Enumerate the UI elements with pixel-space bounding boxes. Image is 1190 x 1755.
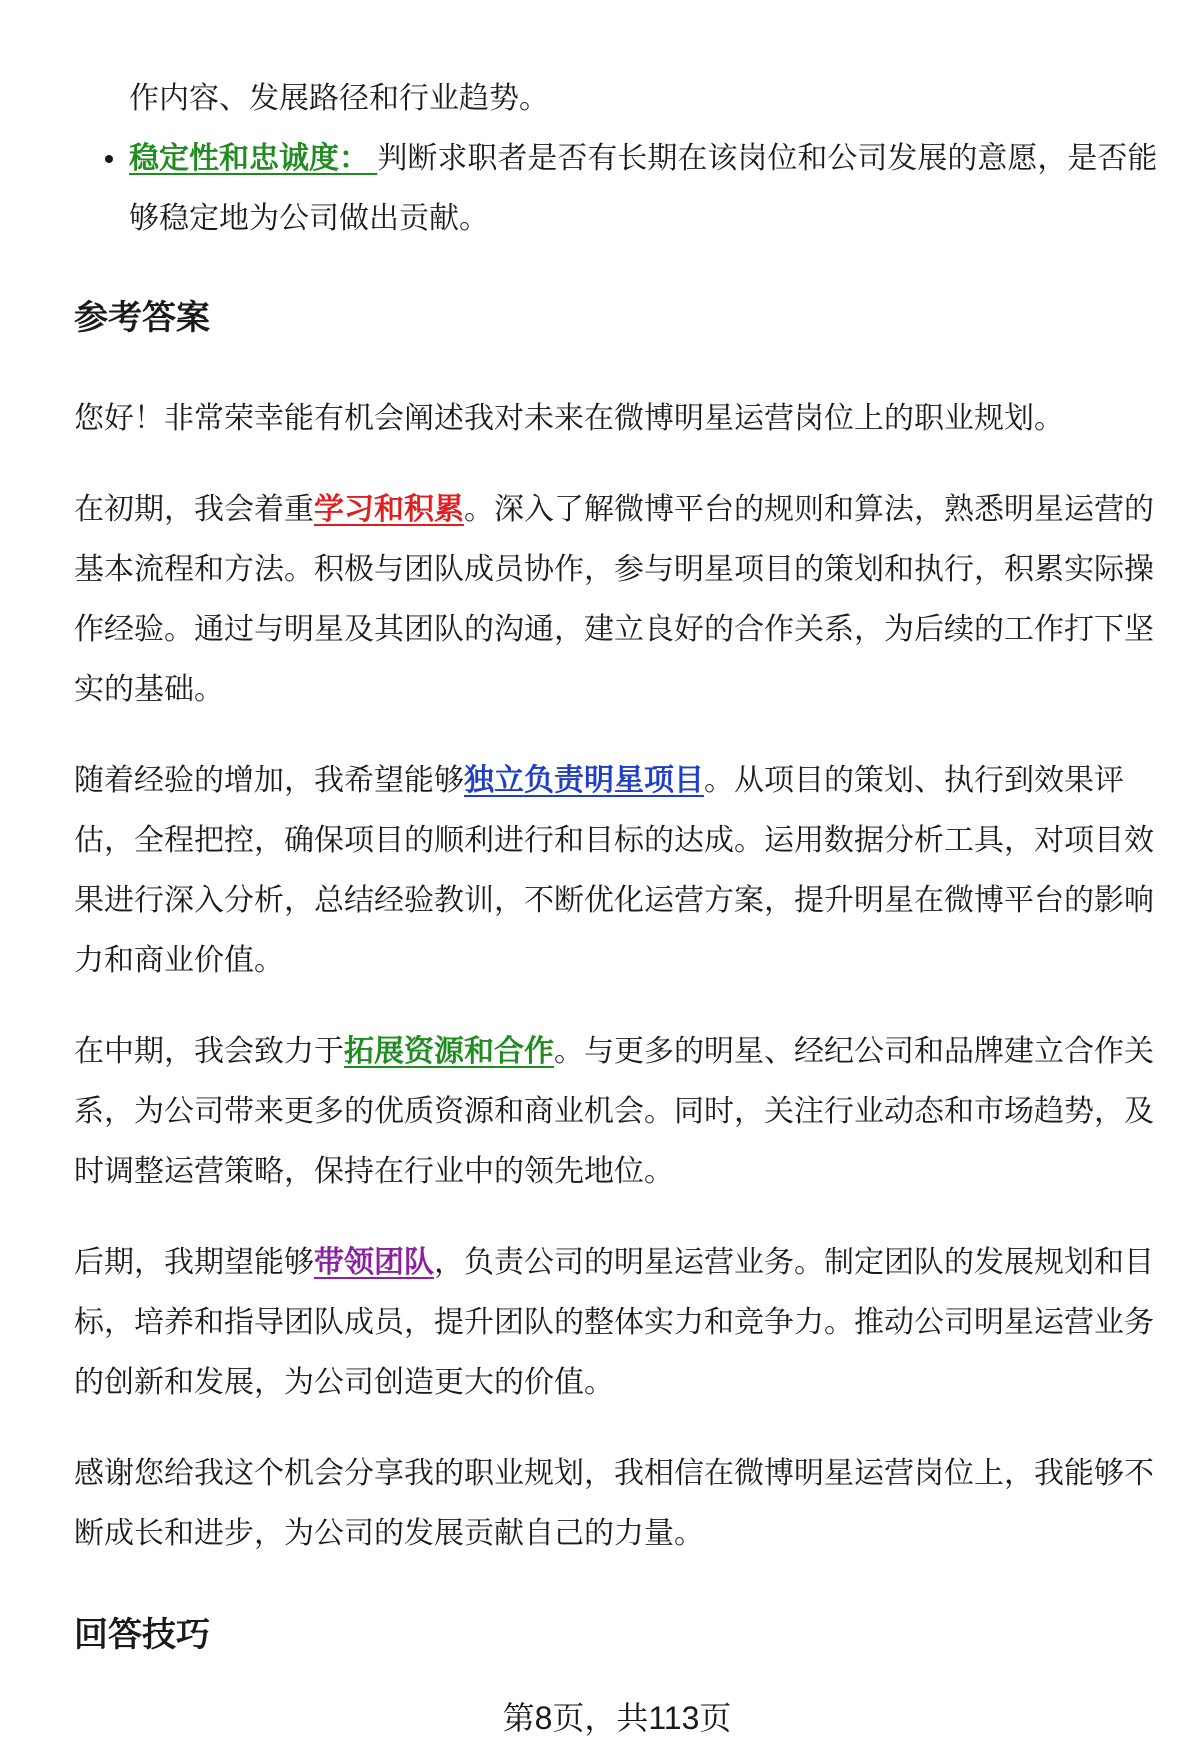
highlight-keyword: 拓展资源和合作 bbox=[344, 1035, 554, 1068]
paragraph-line: 估，全程把控，确保项目的顺利进行和目标的达成。运用数据分析工具，对项目效 bbox=[74, 824, 1154, 857]
bullet-item-stability-loyalty bbox=[74, 129, 1160, 249]
paragraph-text: 随着经验的增加，我希望能够 bbox=[74, 764, 464, 797]
paragraph-text: 在初期，我会着重 bbox=[74, 493, 314, 526]
bullet-first-line bbox=[129, 129, 1160, 189]
paragraph-line bbox=[74, 1233, 1160, 1293]
paragraph-mid-stage bbox=[74, 1022, 1160, 1202]
paragraph-closing bbox=[74, 1444, 1160, 1564]
highlight-keyword: 学习和积累 bbox=[314, 493, 464, 526]
paragraph-text: 。与更多的明星、经纪公司和品牌建立合作关 bbox=[554, 1035, 1154, 1068]
paragraph-text: 后期，我期望能够 bbox=[74, 1246, 314, 1279]
paragraph-line: 时调整运营策略，保持在行业中的领先地位。 bbox=[74, 1155, 674, 1188]
paragraph-text: 。深入了解微博平台的规则和算法，熟悉明星运营的 bbox=[464, 493, 1154, 526]
paragraph-greeting bbox=[74, 389, 1160, 449]
paragraph-line bbox=[74, 1022, 1160, 1082]
paragraph-line: 的创新和发展，为公司创造更大的价值。 bbox=[74, 1366, 614, 1399]
paragraph-line: 断成长和进步，为公司的发展贡献自己的力量。 bbox=[74, 1517, 704, 1550]
paragraph-line: 您好！非常荣幸能有机会阐述我对未来在微博明星运营岗位上的职业规划。 bbox=[74, 402, 1064, 435]
paragraph-line: 果进行深入分析，总结经验教训，不断优化运营方案，提升明星在微博平台的影响 bbox=[74, 884, 1154, 917]
paragraph-text: 在中期，我会致力于 bbox=[74, 1035, 344, 1068]
bullet-label: 稳定性和忠诚度： bbox=[129, 142, 369, 175]
paragraph-early-stage bbox=[74, 480, 1160, 720]
highlight-keyword: 独立负责明星项目 bbox=[464, 764, 704, 797]
paragraph-text: 。从项目的策划、执行到效果评 bbox=[704, 764, 1124, 797]
paragraph-line: 感谢您给我这个机会分享我的职业规划，我相信在微博明星运营岗位上，我能够不 bbox=[74, 1457, 1154, 1490]
paragraph-line: 基本流程和方法。积极与团队成员协作，参与明星项目的策划和执行，积累实际操 bbox=[74, 553, 1154, 586]
paragraph-line: 实的基础。 bbox=[74, 673, 224, 706]
paragraph-late-stage bbox=[74, 1233, 1160, 1413]
bullet-text: 判断求职者是否有长期在该岗位和公司发展的意愿，是否能 bbox=[377, 142, 1158, 175]
paragraph-line: 作经验。通过与明星及其团队的沟通，建立良好的合作关系，为后续的工作打下坚 bbox=[74, 613, 1154, 646]
bullet-icon bbox=[105, 155, 113, 163]
paragraph-line: 标，培养和指导团队成员，提升团队的整体实力和竞争力。推动公司明星运营业务 bbox=[74, 1306, 1154, 1339]
paragraph-independent-projects bbox=[74, 751, 1160, 991]
paragraph-line bbox=[74, 480, 1160, 540]
section-heading-answer-tips: 回答技巧 bbox=[74, 1616, 210, 1654]
continuation-line: 作内容、发展路径和行业趋势。 bbox=[129, 82, 549, 115]
bullet-text-line: 够稳定地为公司做出贡献。 bbox=[129, 202, 489, 235]
paragraph-line: 系，为公司带来更多的优质资源和商业机会。同时，关注行业动态和市场趋势，及 bbox=[74, 1095, 1154, 1128]
paragraph-text: ，负责公司的明星运营业务。制定团队的发展规划和目 bbox=[434, 1246, 1154, 1279]
document-content bbox=[74, 69, 1160, 1665]
page-number-footer: 第8页，共113页 bbox=[502, 1700, 732, 1736]
paragraph-line: 力和商业价值。 bbox=[74, 944, 284, 977]
highlight-keyword: 带领团队 bbox=[314, 1246, 434, 1279]
paragraph-line bbox=[74, 751, 1160, 811]
section-heading-reference-answer: 参考答案 bbox=[74, 299, 210, 337]
